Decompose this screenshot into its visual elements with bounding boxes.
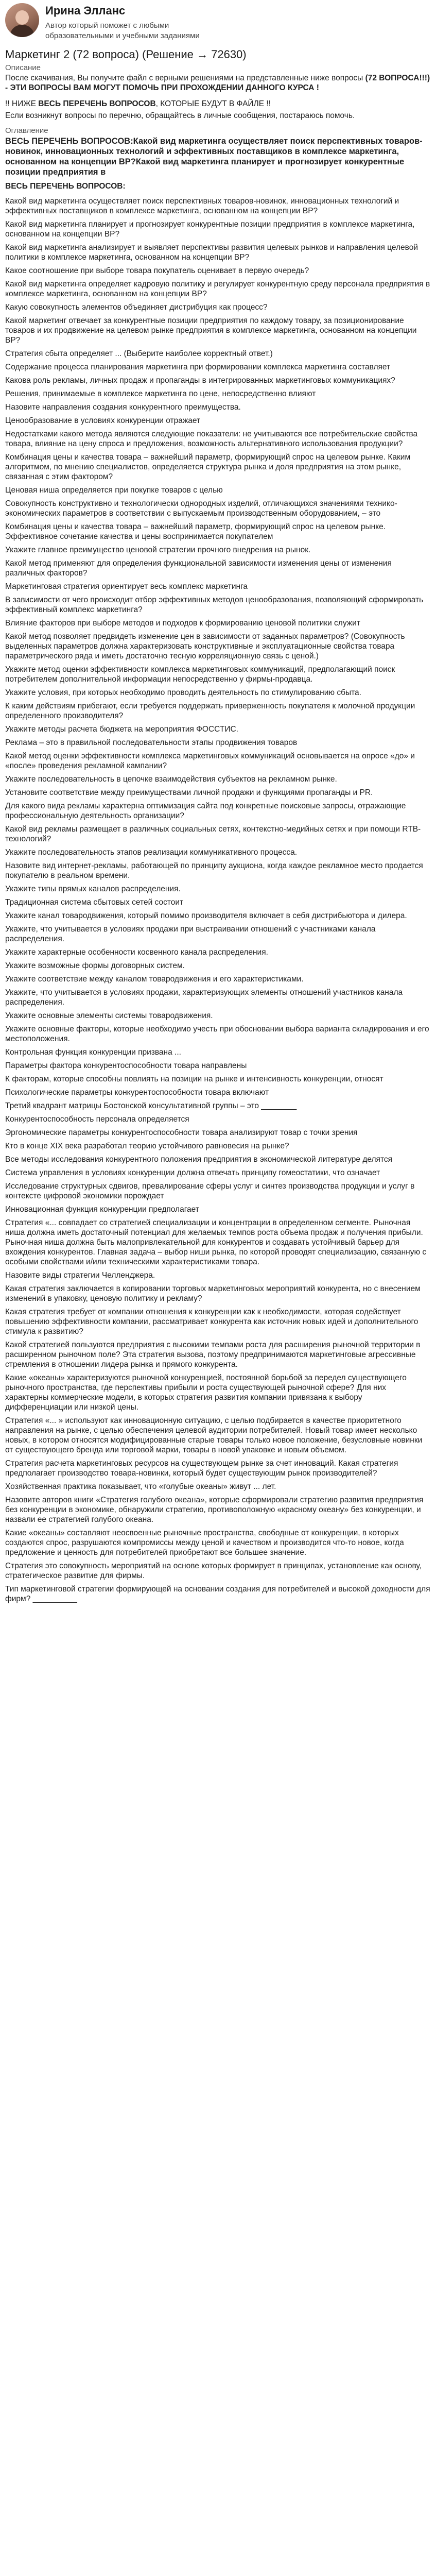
- question-item: Совокупность конструктивно и технологически однородных изделий, отличающихся значениями технико-экономических параметров в соответствии с выпускаемым производственным оборудованием, – это: [5, 499, 397, 518]
- avatar[interactable]: [5, 3, 39, 37]
- question-item: Ценовая ниша определяется при покупке товаров с целью: [5, 486, 223, 495]
- question-item: Укажите, что учитывается в условиях продажи при выстраивании отношений с участниками канала распределения.: [5, 925, 376, 943]
- question-item: Система управления в условиях конкуренции должна отвечать принципу гомеостатики, что означает: [5, 1168, 380, 1177]
- question-item: Какая стратегия заключается в копировании торговых маркетинговых мероприятий конкурента, но с внесением изменений в упаковку, ценовую политику и рекламу?: [5, 1284, 421, 1303]
- question-item: Установите соответствие между преимуществами личной продажи и функциями пропаганды и PR.: [5, 788, 373, 797]
- question-item: Все методы исследования конкурентного положения предприятия в экономической литературе делятся: [5, 1155, 393, 1164]
- question-item: Укажите типы прямых каналов распределения.: [5, 885, 181, 893]
- question-item: Какой метод применяют для определения функциональной зависимости изменения цены от изменения различных факторов?: [5, 559, 392, 578]
- question-item: Какой вид рекламы размещает в различных социальных сетях, контекстно-медийных сетях и при помощи RTB-технологий?: [5, 825, 421, 843]
- question-item: Маркетинговая стратегия ориентирует весь комплекс маркетинга: [5, 582, 248, 591]
- questions-heading: ВЕСЬ ПЕРЕЧЕНЬ ВОПРОСОВ:: [5, 182, 126, 191]
- question-item: Стратегия это совокупность мероприятий на основе которых формирует в принципах, установление как основу, стратегическое развитие для фирмы.: [5, 1562, 422, 1580]
- question-item: Укажите канал товародвижения, который помимо производителя включает в себя дистрибьютора и дилера.: [5, 911, 407, 920]
- question-item: Укажите возможные формы договорных систем.: [5, 961, 185, 970]
- question-item: Какой вид маркетинга анализирует и выявляет перспективы развития целевых рынков и направления целевой политики в комплексе маркетинга, основанном на концепции ВР?: [5, 243, 418, 262]
- question-item: К факторам, которые способны повлиять на позиции на рынке и интенсивность конкуренции, относят: [5, 1075, 383, 1083]
- question-item: Какие «океаны» характеризуются рыночной конкуренцией, постоянной борьбой за передел существующего рыночного пространства, где перспективы прибыли и роста существующей рыночной сфере? Для них характерны коммерческие модели, в которых стратегия развития компании привязана к выбору дифференциации или низкой цены.: [5, 1374, 407, 1412]
- description-text-1: После скачивания, Вы получите файл с верными решениями на представленные ниже вопросы: [5, 74, 365, 82]
- question-item: Укажите соответствие между каналом товародвижения и его характеристиками.: [5, 975, 304, 984]
- question-item: Стратегия расчета маркетинговых ресурсов на существующем рынке за счет инноваций. Какая стратегия предполагает производство товара-новинки, который будет существующим рынок производителей?: [5, 1459, 398, 1478]
- question-item: Тип маркетинговой стратегии формирующей на основании создания для потребителей и высокой доходности для фирм? __________: [5, 1585, 430, 1603]
- question-item: Укажите, что учитывается в условиях продажи, характеризующих элементы отношений участников канала распределения.: [5, 988, 403, 1007]
- question-item: Контрольная функция конкуренции призвана ...: [5, 1048, 181, 1057]
- author-header: [5, 0, 431, 41]
- toc-label: Оглавление: [5, 126, 48, 135]
- question-item: Комбинация цены и качества товара – важнейший параметр, формирующий спрос на целевом рынке. Эффективное сочетание качества и цены воспринимается покупателем: [5, 522, 386, 541]
- description-paragraph-3: Если возникнут вопросы по перечню, обращайтесь в личные сообщения, постараюсь помочь.: [5, 111, 355, 120]
- toc-intro: ВЕСЬ ПЕРЕЧЕНЬ ВОПРОСОВ:Какой вид маркетинга осуществляет поиск перспективных товаров-новинок, инновационных технологий и эффективных поставщиков в комплексе маркетинга, основанном на концепции ВР?Какой вид маркетинга планирует и прогнозирует конкурентные позиции предприятия в: [5, 137, 423, 177]
- question-item: Реклама – это в правильной последовательности этапы продвижения товаров: [5, 738, 298, 747]
- description-paragraph-1: [5, 73, 431, 93]
- question-item: Стратегия «... » используют как инновационную ситуацию, с целью подбирается в качестве приоритетного направления на рынке, с целью обеспечения целевой аудитории потребителей. Новый товар имеет несколько новых, в котором относятся модифицированные старые товары только новое положение, безусловные новинки от существующего бренда или торговой марки, товары в новой упаковке и новым объемом.: [5, 1416, 423, 1454]
- question-item: Стратегия «... совпадает со стратегией специализации и концентрации в определенном сегменте. Рыночная ниша должна иметь достаточный потенциал для желаемых темпов роста объема продаж и получения прибыли. Рыночная ниша должна быть малопривлекательной для конкурентов и создавать устойчивый барьер для вхождения конкурентов. Главная задача – выбор ниши рынка, по которой проводят специализацию, связанную с особыми свойствами и/или техническими характеристиками товара.: [5, 1218, 427, 1266]
- description-text-2-bold: ВЕСЬ ПЕРЕЧЕНЬ ВОПРОСОВ: [38, 99, 156, 108]
- question-item: Укажите основные элементы системы товародвижения.: [5, 1011, 213, 1020]
- question-item: Влияние факторов при выборе методов и подходов к формированию ценовой политики служит: [5, 619, 360, 628]
- question-item: Какие «океаны» составляют неосвоенные рыночные пространства, свободные от конкуренции, в которых создаются спрос, разрушаются компромиссы между ценой и качеством и производится что-то новое, когда предложение и ценность для потребителей приобретают все большее значение.: [5, 1529, 404, 1557]
- question-item: Укажите характерные особенности косвенного канала распределения.: [5, 948, 268, 957]
- description-block: [5, 73, 431, 121]
- question-item: Какую совокупность элементов объединяет дистрибуция как процесс?: [5, 303, 268, 312]
- question-item: Эргономические параметры конкурентоспособности товара анализируют товар с точки зрения: [5, 1128, 358, 1137]
- question-item: Укажите условия, при которых необходимо проводить деятельность по стимулированию сбыта.: [5, 688, 361, 697]
- question-item: К каким действиям прибегают, если требуется поддержать приверженность покупателя к молочной продукции определенного производителя?: [5, 702, 415, 720]
- question-item: Комбинация цены и качества товара – важнейший параметр, формирующий спрос на целевом рынке. Каким алгоритмом, по мнению специалистов, определяется структура рынка и доля предприятия на этом рынке, связанная с этим фактором?: [5, 453, 411, 481]
- question-item: Назовите вид интернет-рекламы, работающей по принципу аукциона, когда каждое рекламное место продается покупателю в реальном времени.: [5, 861, 423, 880]
- question-item: Укажите метод оценки эффективности комплекса маркетинговых коммуникаций, предполагающий поиск потребителем дополнительной информации непосредственно у фирмы-продавца.: [5, 665, 395, 684]
- description-paragraph-2: [5, 99, 431, 109]
- question-item: Традиционная система сбытовых сетей состоит: [5, 898, 184, 907]
- question-item: Какое соотношение при выборе товара покупатель оценивает в первую очередь?: [5, 266, 309, 275]
- question-item: Недостатками какого метода являются следующие показатели: не учитываются все потребительские свойства товара, влияние на цену спроса и предложения, возможность альтернативного использования продукции?: [5, 430, 418, 448]
- question-item: Какой вид маркетинга осуществляет поиск перспективных товаров-новинок, инновационных технологий и эффективных поставщиков в комплексе маркетинга, основанном на концепции ВР?: [5, 197, 399, 215]
- question-item: Какой вид маркетинга планирует и прогнозирует конкурентные позиции предприятия в комплексе маркетинга, основанном на концепции ВР?: [5, 220, 415, 239]
- question-item: Конкурентоспособность персонала определяется: [5, 1115, 189, 1124]
- document-title: Маркетинг 2 (72 вопроса) (Решение → 72630): [5, 48, 247, 61]
- question-list: [5, 196, 431, 1604]
- question-item: Укажите методы расчета бюджета на мероприятия ФОССТИС.: [5, 725, 238, 734]
- question-item: Психологические параметры конкурентоспособности товара включают: [5, 1088, 269, 1097]
- question-item: Назовите виды стратегии Челленджера.: [5, 1271, 155, 1280]
- author-name[interactable]: Ирина Элланс: [45, 4, 126, 17]
- question-item: Какой вид маркетинга определяет кадровую политику и регулирует конкурентную среду персонала предприятия в комплексе маркетинга, основанном на концепции ВР?: [5, 280, 430, 298]
- question-item: Исследование структурных сдвигов, превалирование сферы услуг и синтез производства продукции и услуг в контексте цифровой экономики порождает: [5, 1182, 415, 1200]
- question-item: Назовите направления создания конкурентного преимущества.: [5, 403, 241, 412]
- question-item: Укажите основные факторы, которые необходимо учесть при обосновании выбора варианта складирования и его местоположения.: [5, 1025, 429, 1043]
- question-item: Укажите главное преимущество ценовой стратегии прочного внедрения на рынок.: [5, 546, 311, 554]
- question-item: Инновационная функция конкуренции предполагает: [5, 1205, 199, 1214]
- question-item: Параметры фактора конкурентоспособности товара направлены: [5, 1061, 247, 1070]
- question-item: Кто в конце XIX века разработал теорию устойчивого равновесия на рынке?: [5, 1142, 289, 1150]
- description-text-2-post: , КОТОРЫЕ БУДУТ В ФАЙЛЕ !!: [155, 99, 271, 108]
- question-item: Укажите последовательность в цепочке взаимодействия субъектов на рекламном рынке.: [5, 775, 337, 784]
- question-item: Назовите авторов книги «Стратегия голубого океана», которые сформировали стратегию развития предприятия без конкуренции в экономике, обнаружили стратегию, противоположную «красному океану» без конкуренции, и назвали ее стратегией голубого океана.: [5, 1496, 424, 1524]
- question-item: Решения, принимаемые в комплексе маркетинга по цене, непосредственно влияют: [5, 389, 316, 398]
- author-description: Автор который поможет с любыми образовательными и учебными заданиями: [45, 21, 200, 40]
- description-text-1-bold: (72 ВОПРОСА!!!) - ЭТИ ВОПРОСЫ ВАМ МОГУТ ПОМОЧЬ ПРИ ПРОХОЖДЕНИИ ДАННОГО КУРСА !: [5, 74, 430, 92]
- question-item: В зависимости от чего происходит отбор эффективных методов ценообразования, позволяющий сформировать эффективный комплекс маркетинга?: [5, 596, 424, 614]
- question-item: Содержание процесса планирования маркетинга при формировании комплекса маркетинга составляет: [5, 363, 391, 371]
- description-label: Описание: [5, 63, 41, 72]
- question-item: Какова роль рекламы, личных продаж и пропаганды в интегрированных маркетинговых коммуникациях?: [5, 376, 395, 385]
- question-item: Какой маркетинг отвечает за конкурентные позиции предприятия по каждому товару, за позиционирование товаров и их продвижение на целевом рынке предприятия в комплексе маркетинга, основанном на концепции ВР?: [5, 316, 417, 345]
- question-item: Какая стратегия требует от компании отношения к конкуренции как к необходимости, которая содействует повышению эффективности компании, рассматривает конкурента как источник новых идей и дополнительного стимула к развитию?: [5, 1308, 418, 1336]
- question-item: Какой метод оценки эффективности комплекса маркетинговых коммуникаций основывается на опросе «до» и «после» проведения рекламной кампании?: [5, 752, 415, 770]
- question-item: Какой метод позволяет предвидеть изменение цен в зависимости от заданных параметров? (Совокупность выделенных параметров должна характеризовать конструктивные и эксплуатационные свойства товара параметрического ряда и иметь достаточно тесную корреляционную связь с ценой.): [5, 632, 405, 660]
- description-text-2-pre: !! НИЖЕ: [5, 99, 39, 108]
- author-info: [45, 3, 231, 41]
- question-item: Третий квадрант матрицы Бостонской консультативной группы – это ________: [5, 1101, 297, 1110]
- question-item: Какой стратегией пользуются предприятия с высокими темпами роста для расширения рыночной территории в расширенном рыночном поле? Эта стратегия вызова, поэтому предпринимаются маркетинговые агрессивные стремления в отношении лидера рынка и прямого конкурента.: [5, 1341, 421, 1369]
- question-item: Ценообразование в условиях конкуренции отражает: [5, 416, 201, 425]
- question-item: Хозяйственная практика показывает, что «голубые океаны» живут ... лет.: [5, 1482, 276, 1491]
- question-item: Для какого вида рекламы характерна оптимизация сайта под конкретные поисковые запросы, отражающие профессиональную деятельность организации?: [5, 802, 406, 820]
- question-item: Укажите последовательность этапов реализации коммуникативного процесса.: [5, 848, 298, 857]
- question-item: Стратегия сбыта определяет ... (Выберите наиболее корректный ответ.): [5, 349, 273, 358]
